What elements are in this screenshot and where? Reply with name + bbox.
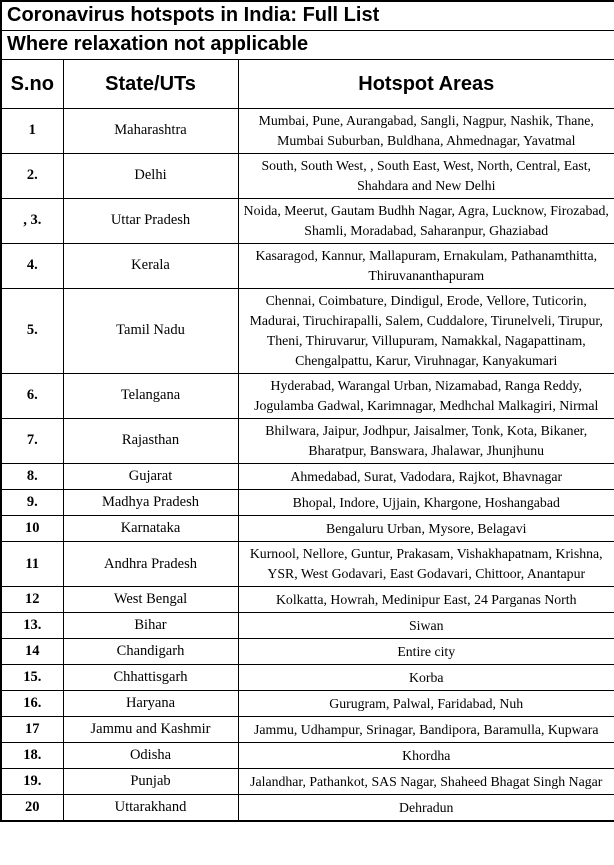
row-state-name: Gujarat [63,464,238,490]
row-hotspot-areas: Bengaluru Urban, Mysore, Belagavi [238,516,614,542]
page-title-line1: Coronavirus hotspots in India: Full List [1,1,614,31]
table-row [1,639,614,665]
table-row [1,516,614,542]
row-hotspot-areas: Noida, Meerut, Gautam Budhh Nagar, Agra, Lucknow, Firozabad, Shamli, Moradabad, Saharanpur, Ghaziabad [238,199,614,244]
row-hotspot-areas: Mumbai, Pune, Aurangabad, Sangli, Nagpur, Nashik, Thane, Mumbai Suburban, Buldhana, Ahmednagar, Yavatmal [238,109,614,154]
table-row [1,542,614,587]
table-row [1,717,614,743]
row-state-name: Andhra Pradesh [63,542,238,587]
row-serial-number: 18. [1,743,63,769]
table-row [1,795,614,822]
row-state-name: Bihar [63,613,238,639]
row-serial-number: 15. [1,665,63,691]
table-row [1,490,614,516]
row-hotspot-areas: Bhopal, Indore, Ujjain, Khargone, Hoshangabad [238,490,614,516]
table-row [1,244,614,289]
table-row [1,289,614,374]
row-state-name: Maharashtra [63,109,238,154]
row-serial-number: 20 [1,795,63,822]
row-state-name: Chandigarh [63,639,238,665]
row-state-name: Odisha [63,743,238,769]
row-state-name: Uttar Pradesh [63,199,238,244]
row-state-name: Uttarakhand [63,795,238,822]
title-row-2 [1,31,614,60]
row-serial-number: 17 [1,717,63,743]
row-serial-number: 8. [1,464,63,490]
table-row [1,743,614,769]
table-row [1,587,614,613]
row-serial-number: 14 [1,639,63,665]
row-hotspot-areas: Jalandhar, Pathankot, SAS Nagar, Shaheed Bhagat Singh Nagar [238,769,614,795]
row-hotspot-areas: Gurugram, Palwal, Faridabad, Nuh [238,691,614,717]
row-hotspot-areas: Bhilwara, Jaipur, Jodhpur, Jaisalmer, Tonk, Kota, Bikaner, Bharatpur, Banswara, Jhalawar, Jhunjhunu [238,419,614,464]
table-row [1,665,614,691]
row-hotspot-areas: Kurnool, Nellore, Guntur, Prakasam, Vishakhapatnam, Krishna, YSR, West Godavari, East Godavari, Chittoor, Anantapur [238,542,614,587]
row-serial-number: 13. [1,613,63,639]
row-state-name: Telangana [63,374,238,419]
row-serial-number: 12 [1,587,63,613]
row-hotspot-areas: South, South West, , South East, West, North, Central, East, Shahdara and New Delhi [238,154,614,199]
column-header-hotspot-areas: Hotspot Areas [238,60,614,109]
column-header-state: State/UTs [63,60,238,109]
table-row [1,691,614,717]
row-hotspot-areas: Khordha [238,743,614,769]
table-row [1,109,614,154]
table-row [1,769,614,795]
row-state-name: Tamil Nadu [63,289,238,374]
table-row [1,613,614,639]
row-serial-number: , 3. [1,199,63,244]
row-serial-number: 9. [1,490,63,516]
row-state-name: Delhi [63,154,238,199]
column-header-sno: S.no [1,60,63,109]
row-hotspot-areas: Kasaragod, Kannur, Mallapuram, Ernakulam, Pathanamthitta, Thiruvananthapuram [238,244,614,289]
row-state-name: West Bengal [63,587,238,613]
row-serial-number: 16. [1,691,63,717]
row-state-name: Madhya Pradesh [63,490,238,516]
row-hotspot-areas: Hyderabad, Warangal Urban, Nizamabad, Ranga Reddy, Jogulamba Gadwal, Karimnagar, Medhchal Malkagiri, Nirmal [238,374,614,419]
row-state-name: Punjab [63,769,238,795]
table-row [1,464,614,490]
row-hotspot-areas: Korba [238,665,614,691]
row-state-name: Karnataka [63,516,238,542]
row-serial-number: 19. [1,769,63,795]
row-state-name: Jammu and Kashmir [63,717,238,743]
column-header-row [1,60,614,109]
row-serial-number: 6. [1,374,63,419]
row-serial-number: 7. [1,419,63,464]
title-row-1 [1,1,614,31]
row-hotspot-areas: Dehradun [238,795,614,822]
table-row [1,374,614,419]
row-serial-number: 11 [1,542,63,587]
row-serial-number: 5. [1,289,63,374]
row-hotspot-areas: Kolkatta, Howrah, Medinipur East, 24 Parganas North [238,587,614,613]
row-serial-number: 1 [1,109,63,154]
page-title-line2: Where relaxation not applicable [1,31,614,60]
row-hotspot-areas: Chennai, Coimbature, Dindigul, Erode, Vellore, Tuticorin, Madurai, Tiruchirapalli, Salem, Cuddalore, Tirunelveli, Tirupur, Theni, Thiruvarur, Villupuram, Namakkal, Nagapattinam, Chengalpattu, Karur, Viruhnagar, Kanyakumari [238,289,614,374]
row-state-name: Chhattisgarh [63,665,238,691]
table-row [1,199,614,244]
row-serial-number: 10 [1,516,63,542]
row-serial-number: 2. [1,154,63,199]
row-hotspot-areas: Ahmedabad, Surat, Vadodara, Rajkot, Bhavnagar [238,464,614,490]
table-body [1,109,614,822]
row-hotspot-areas: Siwan [238,613,614,639]
row-serial-number: 4. [1,244,63,289]
table-row [1,419,614,464]
row-hotspot-areas: Entire city [238,639,614,665]
row-state-name: Haryana [63,691,238,717]
row-hotspot-areas: Jammu, Udhampur, Srinagar, Bandipora, Baramulla, Kupwara [238,717,614,743]
row-state-name: Rajasthan [63,419,238,464]
table-row [1,154,614,199]
row-state-name: Kerala [63,244,238,289]
